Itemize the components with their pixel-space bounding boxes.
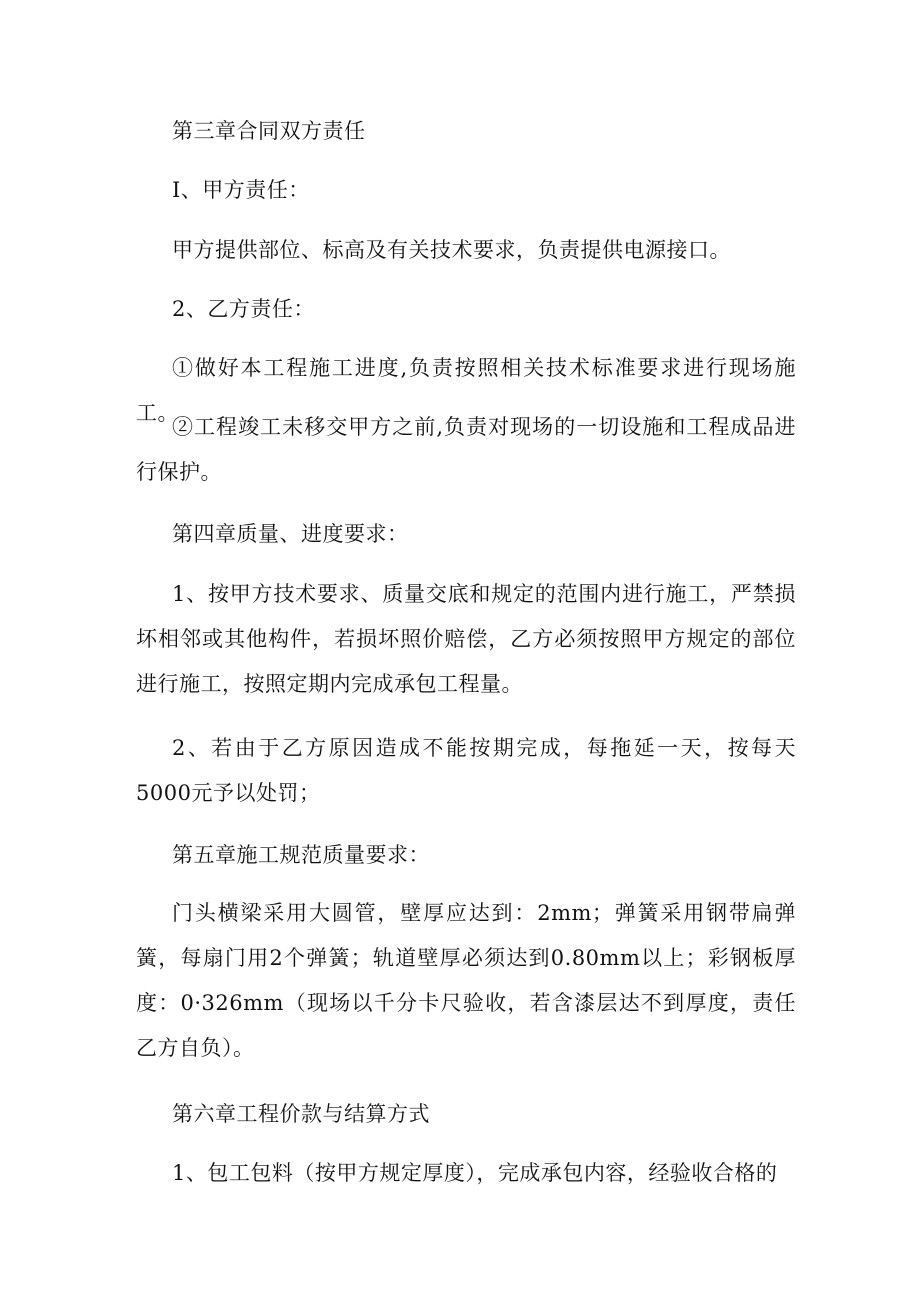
payment-clause-1: 1、包工包料（按甲方规定厚度），完成承包内容，经验收合格的	[172, 1161, 778, 1185]
party-b-duty-2: ②工程竣工未移交甲方之前,负责对现场的一切设施和工程成品进行保护。	[136, 415, 796, 484]
party-a-duty-text: 甲方提供部位、标高及有关技术要求，负责提供电源接口。	[172, 238, 731, 262]
party-a-heading: I、甲方责任：	[172, 178, 310, 202]
chapter-4-heading: 第四章质量、进度要求：	[172, 522, 409, 546]
chapter-6-heading: 第六章工程价款与结算方式	[172, 1102, 430, 1126]
quality-requirement-2: 2、若由于乙方原因造成不能按期完成，每拖延一天，按每天5000元予以处罚；	[136, 736, 796, 805]
party-b-duty-1: ①做好本工程施工进度,负责按照相关技术标准要求进行现场施工。	[136, 356, 796, 425]
quality-requirement-1: 1、按甲方技术要求、质量交底和规定的范围内进行施工，严禁损坏相邻或其他构件，若损坏照价赔偿，乙方必须按照甲方规定的部位进行施工，按照定期内完成承包工程量。	[136, 582, 796, 696]
chapter-5-heading: 第五章施工规范质量要求：	[172, 843, 430, 867]
party-b-heading: 2、乙方责任：	[172, 297, 315, 321]
chapter-3-heading: 第三章合同双方责任	[172, 119, 366, 143]
construction-spec-text: 门头横梁采用大圆管，壁厚应达到：2mm；弹簧采用钢带扁弹簧，每扇门用2个弹簧；轨道壁厚必须达到0.80mm以上；彩钢板厚度：0·326mm（现场以千分卡尺验收，若含漆层达不到厚度，责任乙方自负）。	[136, 901, 796, 1060]
